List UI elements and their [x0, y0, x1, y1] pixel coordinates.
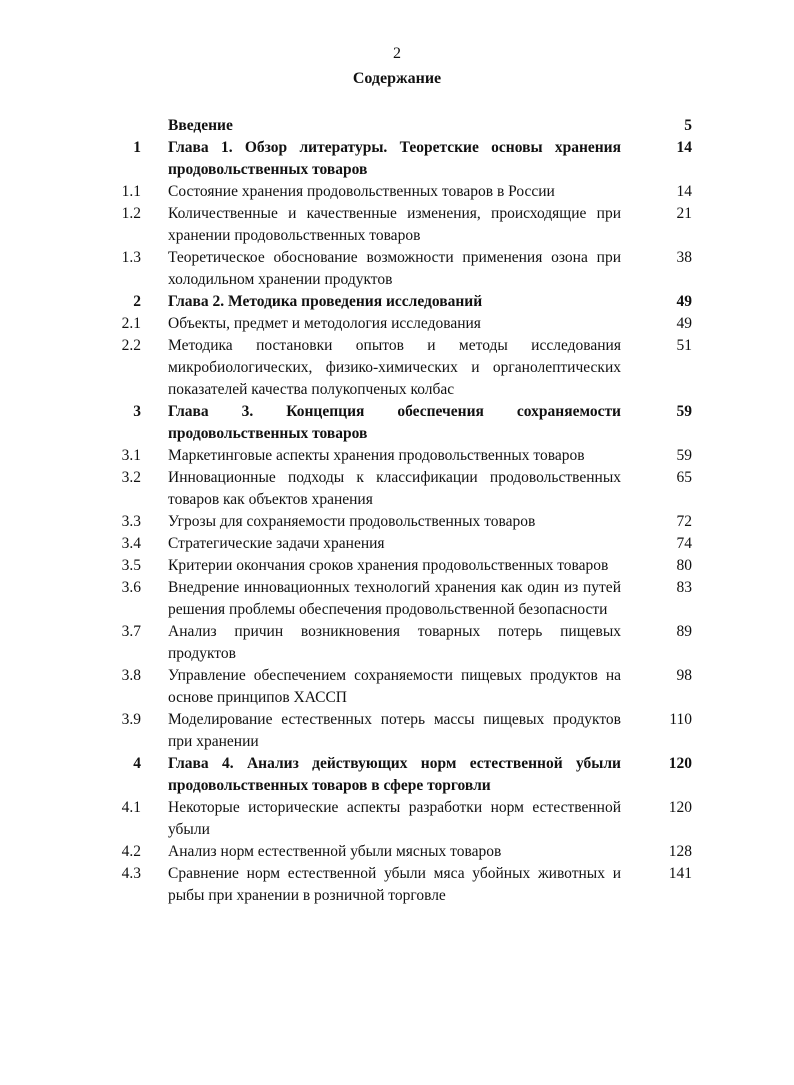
toc-number: 4.1 — [121, 799, 141, 816]
toc-page: 72 — [676, 513, 692, 530]
toc-entry[interactable] — [100, 665, 700, 709]
toc-entry[interactable] — [100, 709, 700, 753]
toc-number: 3.8 — [121, 667, 141, 684]
toc-number: 4 — [133, 755, 141, 772]
toc-entry[interactable] — [100, 753, 700, 797]
toc-number: 4.3 — [121, 865, 141, 882]
toc-page: 83 — [676, 579, 692, 596]
toc-entry[interactable] — [100, 467, 700, 511]
toc-title: Теоретическое обоснование возможности применения озона при холодильном хранении продуктов — [168, 249, 621, 288]
toc-page: 49 — [676, 315, 692, 332]
toc-entry[interactable] — [100, 533, 700, 555]
toc-title: Глава 2. Методика проведения исследований — [168, 293, 483, 310]
toc-title: Инновационные подходы к классификации продовольственных товаров как объектов хранения — [168, 469, 621, 508]
toc-entry[interactable] — [100, 203, 700, 247]
toc-page: 59 — [676, 447, 692, 464]
toc-number: 3.4 — [121, 535, 141, 552]
toc-number: 3.7 — [121, 623, 141, 640]
toc-page: 59 — [676, 403, 692, 420]
toc-title: Угрозы для сохраняемости продовольственных товаров — [168, 513, 536, 530]
toc-entry[interactable] — [100, 511, 700, 533]
toc-page: 38 — [676, 249, 692, 266]
toc-title: Критерии окончания сроков хранения продовольственных товаров — [168, 557, 609, 574]
toc-entry[interactable] — [100, 555, 700, 577]
toc-number: 4.2 — [121, 843, 141, 860]
toc-page: 5 — [684, 117, 692, 134]
page-title: Содержание — [352, 70, 442, 87]
toc-title: Количественные и качественные изменения, происходящие при хранении продовольственных товаров — [168, 205, 621, 244]
toc-title: Некоторые исторические аспекты разработки норм естественной убыли — [168, 799, 621, 838]
toc-number: 3 — [133, 403, 141, 420]
toc-number: 1.2 — [121, 205, 141, 222]
toc-number: 3.5 — [121, 557, 141, 574]
toc-page: 14 — [676, 139, 692, 156]
toc-title: Стратегические задачи хранения — [168, 535, 385, 552]
toc-title: Сравнение норм естественной убыли мяса убойных животных и рыбы при хранении в розничной торговле — [168, 865, 621, 904]
toc-entry[interactable] — [100, 863, 700, 907]
toc-entry[interactable] — [100, 313, 700, 335]
toc-page: 49 — [676, 293, 692, 310]
toc-title: Анализ норм естественной убыли мясных товаров — [168, 843, 502, 860]
toc-number: 3.6 — [121, 579, 141, 596]
toc-entry[interactable] — [100, 797, 700, 841]
toc-number: 1.1 — [121, 183, 141, 200]
toc-entry[interactable] — [100, 137, 700, 181]
toc-page: 14 — [676, 183, 692, 200]
toc-title: Глава 4. Анализ действующих норм естественной убыли продовольственных товаров в сфере торговли — [168, 755, 621, 794]
toc-number: 1.3 — [121, 249, 141, 266]
toc-title: Состояние хранения продовольственных товаров в России — [168, 183, 555, 200]
toc-title: Маркетинговые аспекты хранения продовольственных товаров — [168, 447, 585, 464]
toc-page: 89 — [676, 623, 692, 640]
toc-number: 1 — [133, 139, 141, 156]
toc-page: 120 — [668, 799, 692, 816]
toc-entry[interactable] — [100, 577, 700, 621]
toc-page: 128 — [668, 843, 692, 860]
toc-page: 110 — [669, 711, 692, 728]
toc-title: Глава 1. Обзор литературы. Теоретские основы хранения продовольственных товаров — [168, 139, 621, 178]
toc-page: 120 — [668, 755, 692, 772]
toc-title: Объекты, предмет и методология исследования — [168, 315, 481, 332]
toc-number: 3.1 — [121, 447, 141, 464]
toc-entry[interactable] — [100, 181, 700, 203]
toc-entry[interactable] — [100, 115, 700, 137]
toc-page: 141 — [668, 865, 692, 882]
toc-number: 3.2 — [121, 469, 141, 486]
toc-page: 98 — [676, 667, 692, 684]
toc-title: Методика постановки опытов и методы исследования микробиологических, физико-химических и органолептических показателей качества полукопченых колбас — [168, 337, 621, 398]
toc-number: 3.9 — [121, 711, 141, 728]
toc-number: 2 — [133, 293, 141, 310]
toc-entry[interactable] — [100, 841, 700, 863]
toc-entry[interactable] — [100, 247, 700, 291]
toc-number: 2.1 — [121, 315, 141, 332]
toc-page: 80 — [676, 557, 692, 574]
toc-entry[interactable] — [100, 335, 700, 401]
toc-title: Анализ причин возникновения товарных потерь пищевых продуктов — [168, 623, 621, 662]
toc-title: Моделирование естественных потерь массы пищевых продуктов при хранении — [168, 711, 621, 750]
toc-page: 74 — [676, 535, 692, 552]
toc-title: Внедрение инновационных технологий хранения как один из путей решения проблемы обеспечения продовольственной безопасности — [168, 579, 621, 618]
toc-title: Глава 3. Концепция обеспечения сохраняемости продовольственных товаров — [168, 403, 621, 442]
toc-page: 51 — [676, 337, 692, 354]
toc-number: 2.2 — [121, 337, 141, 354]
page-number: 2 — [393, 45, 401, 62]
toc-title: Управление обеспечением сохраняемости пищевых продуктов на основе принципов ХАССП — [168, 667, 621, 706]
toc-entry[interactable] — [100, 401, 700, 445]
toc-entry[interactable] — [100, 445, 700, 467]
toc-page: 21 — [676, 205, 692, 222]
toc-title: Введение — [168, 117, 233, 134]
toc-page: 65 — [676, 469, 692, 486]
toc-number: 3.3 — [121, 513, 141, 530]
toc-entry[interactable] — [100, 621, 700, 665]
table-of-contents — [100, 115, 700, 907]
toc-entry[interactable] — [100, 291, 700, 313]
